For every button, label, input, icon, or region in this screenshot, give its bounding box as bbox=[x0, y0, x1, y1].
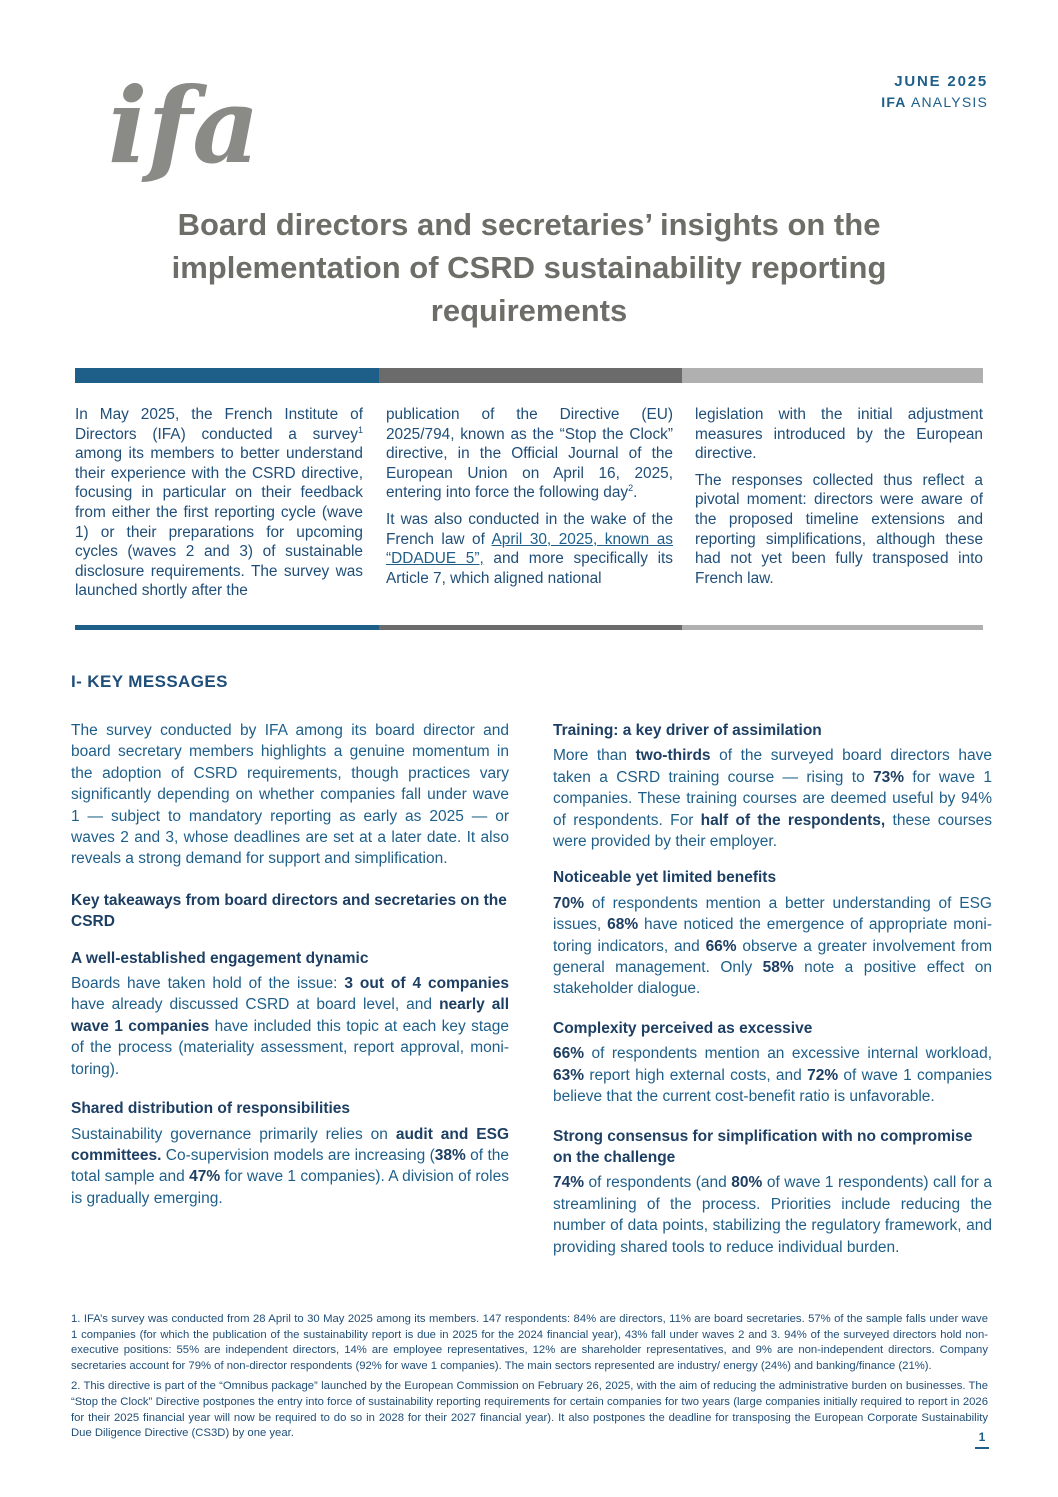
divider-light-grey bbox=[682, 368, 983, 383]
subsection-heading: Complexity perceived as excessive bbox=[553, 1019, 813, 1037]
intro-paragraph: legislation with the initial adjustment measures introduced by the European directive. bbox=[695, 406, 983, 463]
body-paragraph: The survey conducted by IFA among its board director and board secretary members highlights a genuine momentum in the adoption of CSRD requirements, though practices vary significantly depending on whether companies fall under wave 1 — subject to mandatory reporting as early as 2025 — or waves 2 and 3, whose deadlines are set at a later date. It also reveals a strong demand for support and simplification. bbox=[71, 722, 509, 868]
body-paragraph: Boards have taken hold of the issue: 3 out of 4 companies have already discussed CSRD at board level, and nearly all wave 1 companies have included this topic at each key stage of the process (materiality assessment, report approval, monitoring). bbox=[71, 975, 509, 1078]
subsection-heading: A well-established engagement dynamic bbox=[71, 949, 369, 967]
title-line: requirements bbox=[430, 293, 628, 328]
page-title bbox=[100, 203, 958, 332]
ddadue-law-link[interactable]: April 30, 2025, known as “DDADUE 5”, bbox=[386, 530, 673, 568]
subsection-heading: Strong consensus for simplification with no compromise on the challenge bbox=[553, 1127, 973, 1166]
intro-column-1 bbox=[75, 405, 363, 608]
report-label: ANALYSIS bbox=[910, 94, 988, 110]
intro-paragraph: publication of the Directive (EU) 2025/794, known as the “Stop the Clock” directive, in the Official Journal of the European Union on April 16, 2025, entering into force the following day$^2$. bbox=[386, 406, 673, 502]
key-messages-left-column bbox=[71, 720, 509, 1209]
divider-dark-grey-bottom bbox=[379, 625, 682, 630]
report-org: IFA bbox=[881, 94, 907, 110]
subsection-heading: Key takeaways from board directors and secretaries on the CSRD bbox=[71, 891, 507, 931]
body-paragraph: 66% of respondents mention an excessive internal workload, 63% report high external costs, and 72% of wave 1 companies believe that the current cost-benefit ratio is unfavorable. bbox=[553, 1045, 992, 1106]
divider-blue-bottom bbox=[75, 625, 379, 630]
subsection-heading: Noticeable yet limited benefits bbox=[553, 869, 777, 887]
intro-column-2 bbox=[386, 405, 673, 595]
body-paragraph: 74% of respondents (and 80% of wave 1 respondents) call for a streamlining of the process. Priorities include reducing the number of data points, stabilizing the regulatory framework, and providing shared tools to reduce individual burden. bbox=[553, 1174, 992, 1256]
title-line: Board directors and secretaries’ insights on the bbox=[177, 207, 881, 242]
key-messages-right-column bbox=[553, 720, 992, 1258]
footnote: 2. This directive is part of the “Omnibus package” launched by the European Commission on February 26, 2025, with the aim of reducing the administrative burden on businesses. The “Stop the Clock” Directive postpones the entry into force of sustainability reporting requirements for certain companies for two years (large companies initially required to report in 2026 for their 2025 financial year will now be required to do so in 2028 for their 2027 financial year). It also postpones the deadline for transposing the European Corporate Sustainability Due Diligence Directive (CS3D) by one year. bbox=[71, 1380, 988, 1440]
intro-paragraph: It was also conducted in the wake of the French law of April 30, 2025, known as “DDADUE 5”, and more specifically its Article 7, which aligned national bbox=[386, 510, 673, 587]
footnote-ref: 2 bbox=[628, 483, 634, 494]
subsection-heading: Shared distribution of responsibilities bbox=[71, 1100, 351, 1118]
body-paragraph: Sustainability governance primarily relies on audit and ESG committees. Co-supervision models are increasing (38% of the total sample and 47% for wave 1 companies). A division of roles is gradually emerging. bbox=[71, 1125, 510, 1207]
footnotes bbox=[71, 1312, 988, 1447]
divider-light-grey-bottom bbox=[682, 625, 983, 630]
footnote: 1. IFA’s survey was conducted from 28 April to 30 May 2025 among its members. 147 respondents: 84% are directors, 11% are board secretaries. 57% of the sample falls under wave 1 companies (for which the publication of the sustainability report is due in 2025 for the 2024 financial year), 43% fall under waves 2 and 3. 94% of the surveyed directors hold non-executive positions: 55% are independent directors, 14% are employee representatives, 12% are shareholder representatives, and 9% are non-independent directors. Company secretaries account for 79% of non-director respondents (92% for wave 1 companies). The main sectors represented are industry/ energy (24%) and banking/finance (21%). bbox=[71, 1313, 988, 1372]
divider-dark-grey bbox=[379, 368, 682, 383]
page-number: 1 bbox=[975, 1430, 989, 1449]
intro-paragraph: In May 2025, the French Institute of Directors (IFA) conducted a survey$^1$ among its members to better understand their experience with the CSRD directive, focusing in particular on their feedback from either the first reporting cycle (wave 1) or their preparations for upcoming cycles (waves 2 and 3) of sustainable disclosure requirements. The survey was launched shortly after the bbox=[75, 406, 363, 600]
logo-text: ifa bbox=[108, 64, 260, 187]
report-date: JUNE 2025 bbox=[894, 73, 988, 90]
footnote-ref: 1 bbox=[357, 424, 363, 435]
report-type bbox=[881, 94, 988, 110]
intro-paragraph: The responses collected thus reflect a pivotal moment: directors were aware of the proposed timeline extensions and reporting simplifications, although these had not yet been fully transposed into French law. bbox=[695, 471, 983, 587]
section-heading: I- KEY MESSAGES bbox=[71, 672, 228, 691]
body-paragraph: More than two-thirds of the surveyed board directors have taken a CSRD training course — rising to 73% for wave 1 companies. These training courses are deemed useful by 94% of respondents. For half of the respondents, these courses were provided by their employer. bbox=[553, 747, 993, 851]
body-paragraph: 70% of respondents mention a better understanding of ESG issues, 68% have noticed the emergence of appropriate monitoring indicators, and 66% observe a greater involvement from general management. Only 58% note a positive effect on stakeholder dialogue. bbox=[553, 894, 993, 998]
ifa-logo bbox=[108, 64, 260, 187]
divider-blue bbox=[75, 368, 379, 383]
intro-column-3 bbox=[695, 405, 983, 595]
title-line: implementation of CSRD sustainability reporting bbox=[171, 250, 887, 285]
subsection-heading: Training: a key driver of assimilation bbox=[553, 722, 822, 739]
